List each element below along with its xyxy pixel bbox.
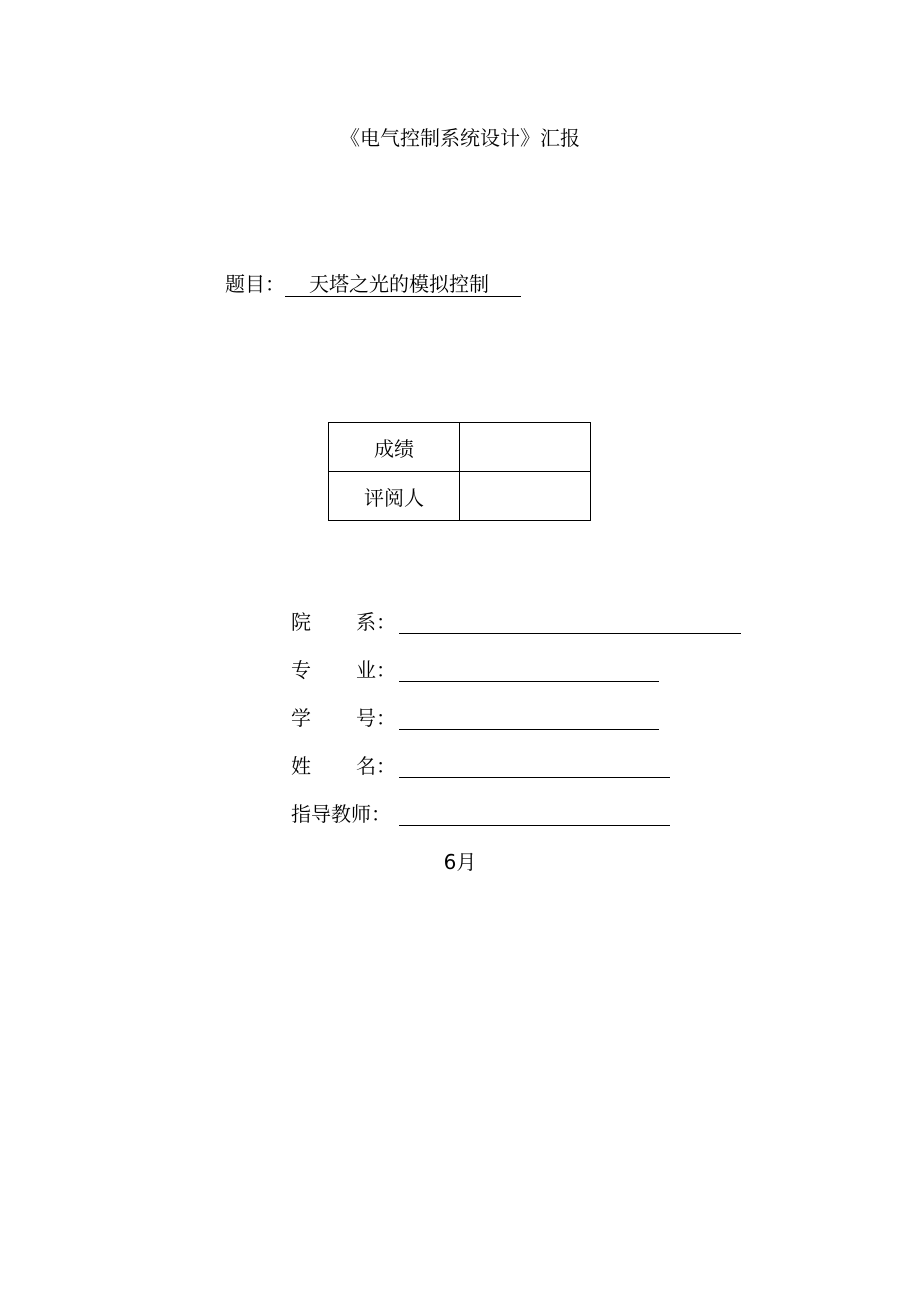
student-id-label-char-2: 号 xyxy=(356,706,376,730)
table-row xyxy=(329,472,591,521)
report-title: 《电气控制系统设计》汇报 xyxy=(340,126,580,150)
major-label-char-2: 业 xyxy=(356,658,376,682)
advisor-label: 指导教师： xyxy=(291,802,391,826)
department-field-line xyxy=(399,613,741,634)
student-id-label-char-1: 学 xyxy=(291,706,311,730)
grade-value-cell xyxy=(460,423,591,472)
major-colon: ： xyxy=(376,658,396,682)
table-row xyxy=(329,423,591,472)
reviewer-label-cell: 评阅人 xyxy=(329,472,460,521)
department-label-char-2: 系 xyxy=(356,610,376,634)
topic-row xyxy=(225,270,521,298)
student-id-row xyxy=(291,704,659,732)
department-row xyxy=(291,608,741,636)
major-field-line xyxy=(399,661,659,682)
student-id-colon: ： xyxy=(376,706,396,730)
student-id-field-line xyxy=(399,709,659,730)
name-label xyxy=(291,752,399,780)
major-row xyxy=(291,656,659,684)
advisor-row xyxy=(291,800,670,828)
advisor-field-line xyxy=(399,805,670,826)
name-field-line xyxy=(399,757,670,778)
grade-label-cell: 成绩 xyxy=(329,423,460,472)
name-row xyxy=(291,752,670,780)
name-colon: ： xyxy=(376,754,396,778)
student-id-label xyxy=(291,704,399,732)
topic-label: 题目： xyxy=(225,272,285,296)
grade-table xyxy=(328,422,591,521)
reviewer-value-cell xyxy=(460,472,591,521)
topic-value: 天塔之光的模拟控制 xyxy=(285,272,521,297)
major-label-char-1: 专 xyxy=(291,658,311,682)
major-label xyxy=(291,656,399,684)
department-colon: ： xyxy=(376,610,396,634)
name-label-char-2: 名 xyxy=(356,754,376,778)
department-label-char-1: 院 xyxy=(291,610,311,634)
name-label-char-1: 姓 xyxy=(291,754,311,778)
department-label xyxy=(291,608,399,636)
report-date: 6月 xyxy=(443,850,477,874)
